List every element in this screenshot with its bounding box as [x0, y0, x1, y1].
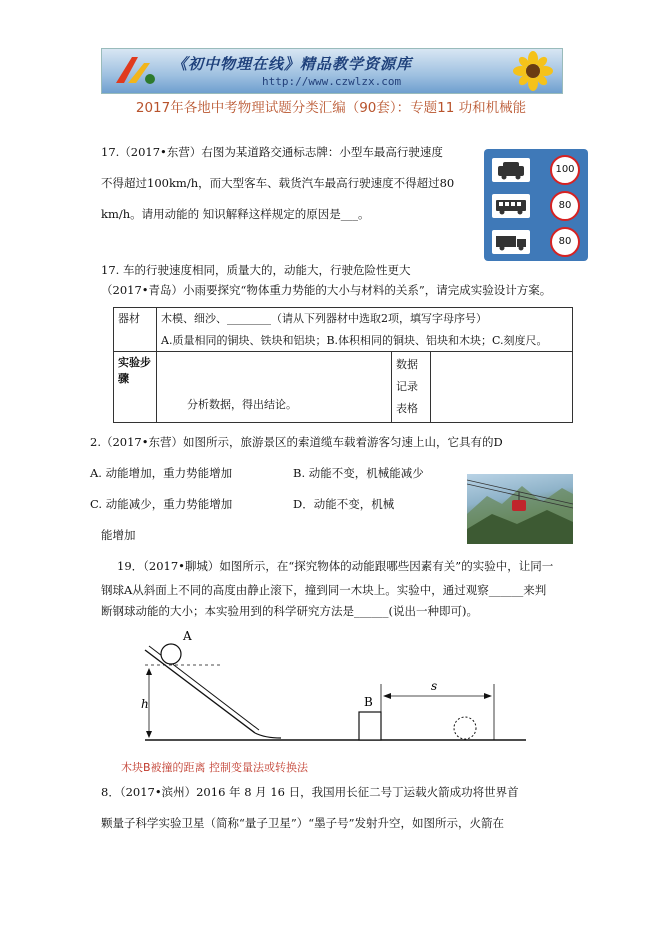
car-icon	[492, 158, 530, 182]
steps-label: 实验步骤	[114, 352, 157, 423]
sign-row-truck	[492, 227, 582, 257]
banner-url: http://www.czwlzx.com	[262, 75, 402, 88]
q17-line1: 17.（2017•东营）右图为某道路交通标志牌：小型车最高行驶速度	[101, 145, 443, 159]
block-final-position	[454, 717, 476, 739]
q17-line2: 不得超过100km/h，而大型客车、载货汽车最高行驶速度不得超过80	[101, 176, 455, 190]
logo-icon	[110, 53, 158, 89]
q2-option-d-cont: 能增加	[101, 528, 136, 542]
document-title: 2017年各地中考物理试题分类汇编（90套）：专题11 功和机械能	[135, 100, 527, 116]
q17b-stem: （2017•青岛）小雨要探究“物体重力势能的大小与材料的关系”，请完成实验设计方案。	[101, 283, 552, 297]
sign-row-car	[492, 155, 582, 185]
q17-answer: 17. 车的行驶速度相同，质量大的，动能大，行驶危险性更大	[101, 263, 411, 277]
q19-line3: 断钢球动能的大小；本实验用到的科学研究方法是______(说出一种即可)。	[101, 604, 478, 618]
q17-line3: km/h。请用动能的 知识解释这样规定的原因是___。	[101, 207, 370, 221]
experiment-table	[113, 307, 573, 423]
ball-a	[161, 644, 181, 664]
label-a: A	[183, 629, 192, 643]
q2-option-c: C. 动能减少，重力势能增加	[90, 497, 233, 511]
q8-line1: 8．（2017•滨州）2016 年 8 月 16 日，我国用长征二号丁运载火箭成功将世界首	[101, 785, 519, 799]
bus-icon	[492, 194, 530, 218]
speed-limit-80-truck: 80	[550, 227, 580, 257]
equipment-line2: A.质量相同的铜块、铁块和铝块；B.体积相同的铜块、铝块和木块；C.刻度尺。	[161, 334, 548, 347]
q2-option-a: A. 动能增加，重力势能增加	[90, 466, 233, 480]
steps-cell: 分析数据，得出结论。	[157, 352, 392, 423]
q2-stem: 2.（2017•东营）如图所示，旅游景区的索道缆车载着游客匀速上山，它具有的D	[90, 435, 503, 449]
q8-line2: 颗量子科学实验卫星（简称“量子卫星”）“墨子号”发射升空，如图所示，火箭在	[101, 816, 505, 830]
q2-option-b: B. 动能不变，机械能减少	[293, 466, 424, 480]
equipment-cell	[157, 308, 573, 352]
equipment-label: 器材	[114, 308, 157, 352]
speed-limit-80-bus: 80	[550, 191, 580, 221]
speed-limit-100: 100	[550, 155, 580, 185]
traffic-sign	[484, 149, 588, 261]
label-b: B	[364, 695, 373, 709]
sunflower-icon	[506, 51, 560, 91]
q19-line2: 钢球A从斜面上不同的高度由静止滚下，撞到同一木块上。实验中，通过观察______来判	[101, 583, 547, 597]
record-label: 数据记录表格	[392, 352, 431, 423]
cable-car-photo	[467, 474, 573, 544]
label-h: h	[141, 697, 149, 711]
ramp-diagram	[131, 628, 531, 748]
q2-option-d: D．动能不变，机械	[293, 497, 395, 511]
q19-answer: 木块B被撞的距离 控制变量法或转换法	[121, 761, 309, 774]
label-s: s	[431, 679, 438, 693]
truck-icon	[492, 230, 530, 254]
block-b	[359, 712, 381, 740]
equipment-line1: 木模、细沙、________（请从下列器材中选取2项，填写字母序号）	[161, 312, 487, 325]
record-cell	[431, 352, 573, 423]
q19-line1: 19．（2017•聊城）如图所示，在“探究物体的动能跟哪些因素有关”的实验中，让同一	[117, 559, 554, 573]
header-banner	[101, 48, 563, 94]
sign-row-bus	[492, 191, 582, 221]
banner-title: 《初中物理在线》精品教学资源库	[172, 55, 413, 73]
